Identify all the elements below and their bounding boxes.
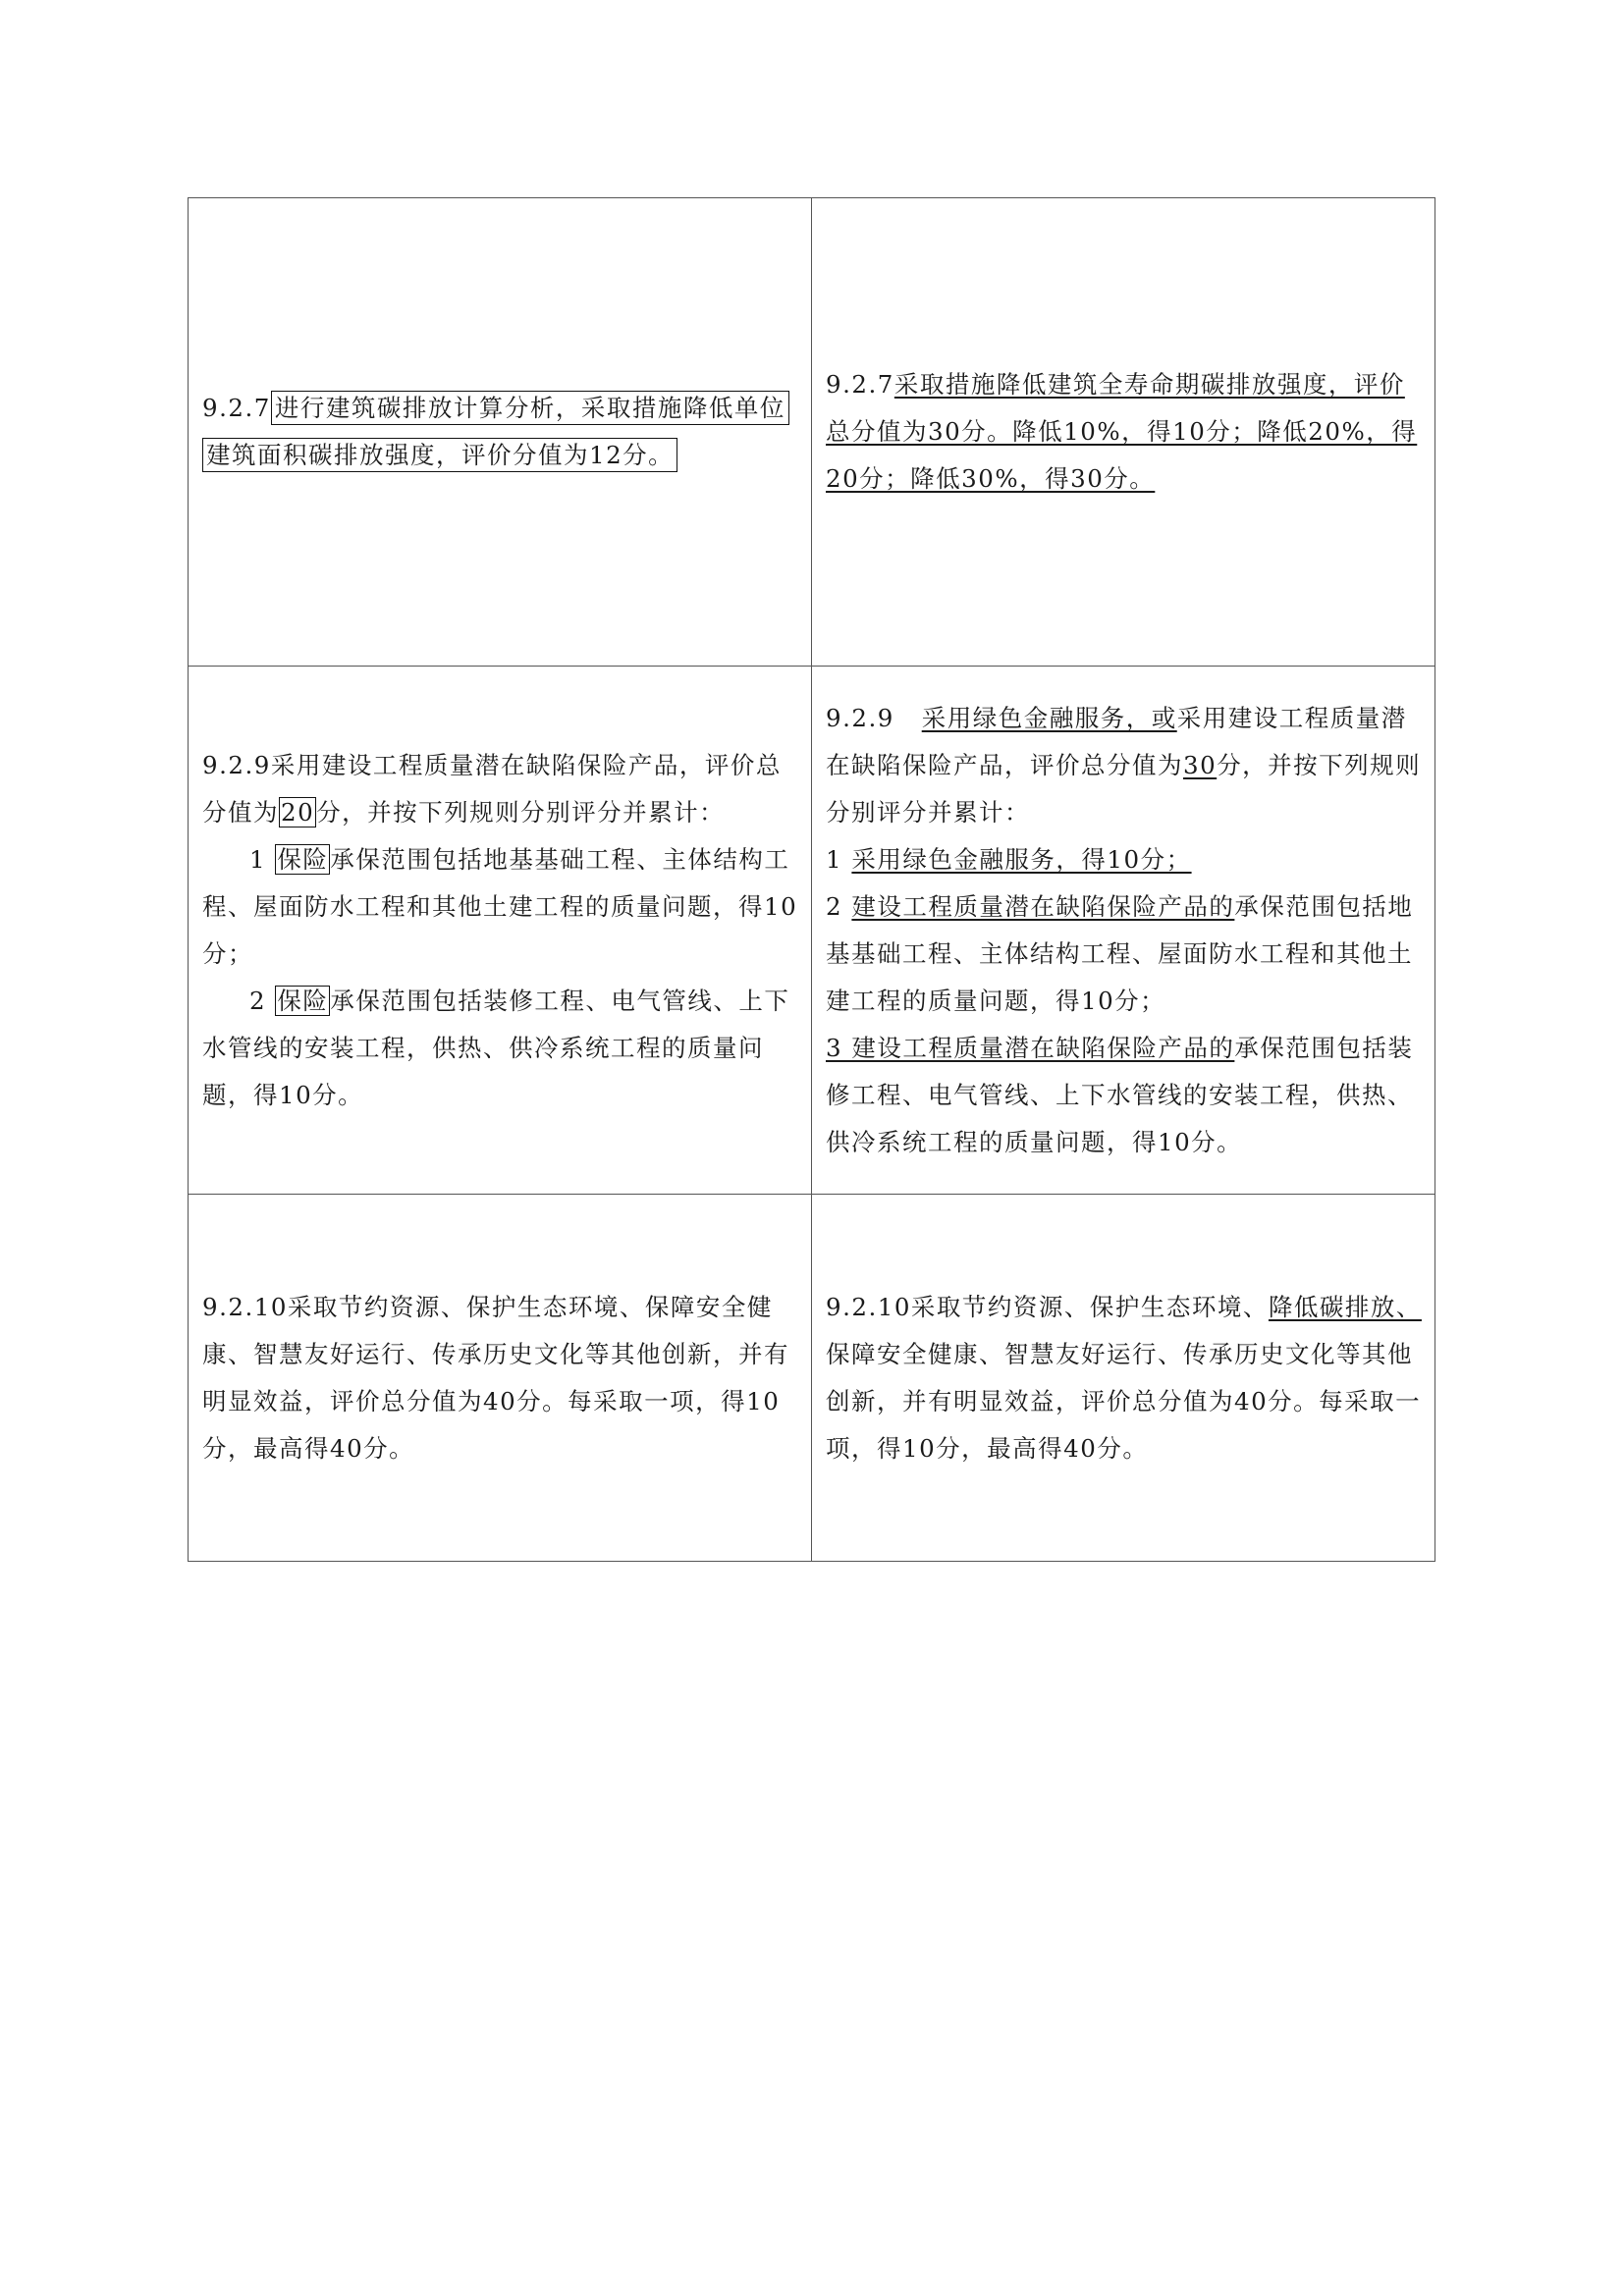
list-item bbox=[826, 1025, 1425, 1166]
item-number: 2 bbox=[826, 891, 843, 921]
item-text: 承保范围包括装修工程、电气管线、上下水管线的安装工程，供热、供冷系统工程的质量问题，得10分。 bbox=[202, 986, 790, 1109]
underlined-revision: 3 建设工程质量潜在缺陷保险产品的 bbox=[826, 1033, 1235, 1062]
clause-paragraph bbox=[826, 695, 1425, 836]
clause-number: 9.2.9 bbox=[826, 703, 894, 732]
underlined-revision: 降低碳排放、 bbox=[1268, 1292, 1422, 1321]
item-text: 承保范围包括装修工程、电气管线、上下水管线的安装工程，供热、供冷系统工程的质量问题，得10分。 bbox=[826, 1033, 1414, 1156]
comparison-table bbox=[188, 197, 1435, 1562]
boxed-term: 保险 bbox=[277, 844, 329, 874]
original-clause-cell bbox=[189, 667, 812, 1195]
underlined-revision: 采取措施降低建筑全寿命期碳排放强度，评价总分值为30分。降低10%，得10分；降低20%，得20分；降低30%，得30分。 bbox=[826, 370, 1418, 493]
clause-paragraph: 9.2.10采取节约资源、保护生态环境、保障安全健康、智慧友好运行、传承历史文化等其他创新，并有明显效益，评价总分值为40分。每采取一项，得10分，最高得40分。 bbox=[202, 1292, 789, 1463]
list-item bbox=[826, 883, 1425, 1025]
table-row bbox=[189, 198, 1435, 667]
list-item bbox=[202, 836, 801, 978]
clause-paragraph bbox=[202, 385, 801, 479]
item-text: 承保范围包括地基基础工程、主体结构工程、屋面防水工程和其他土建工程的质量问题，得10分； bbox=[202, 844, 798, 968]
clause-number: 9.2.7 bbox=[826, 370, 894, 399]
table-row bbox=[189, 667, 1435, 1195]
underlined-revision: 采用绿色金融服务，或 bbox=[921, 703, 1177, 732]
original-clause-cell bbox=[189, 1195, 812, 1562]
boxed-term: 保险 bbox=[277, 986, 329, 1015]
revised-clause-cell bbox=[812, 198, 1435, 667]
item-text: 承保范围包括地基基础工程、主体结构工程、屋面防水工程和其他土建工程的质量问题，得10分； bbox=[826, 891, 1414, 1015]
list-item bbox=[202, 978, 801, 1119]
revised-clause-cell bbox=[812, 667, 1435, 1195]
clause-number: 9.2.7 bbox=[202, 394, 271, 422]
clause-paragraph bbox=[826, 1284, 1425, 1472]
clause-text: 9.2.9采用建设工程质量潜在缺陷保险产品，评价总分值为 bbox=[202, 750, 782, 827]
boxed-value: 20 bbox=[281, 797, 315, 827]
boxed-clause-text: 进行建筑碳排放计算分析，采取措施降低单位建筑面积碳排放强度，评价分值为12分。 bbox=[202, 391, 789, 472]
clause-text: 采用建设工程质量潜在缺陷保险产品，评价总分值为 bbox=[826, 703, 1407, 779]
revised-clause-cell bbox=[812, 1195, 1435, 1562]
clause-text: 保障安全健康、智慧友好运行、传承历史文化等其他创新，并有明显效益，评价总分值为40分。每采取一项，得10分，最高得40分。 bbox=[826, 1339, 1422, 1463]
underlined-revision: 建设工程质量潜在缺陷保险产品的 bbox=[851, 891, 1235, 921]
original-clause-cell bbox=[189, 198, 812, 667]
clause-text: 分，并按下列规则分别评分并累计： bbox=[316, 797, 726, 827]
table-row bbox=[189, 1195, 1435, 1562]
clause-paragraph bbox=[826, 361, 1425, 503]
underlined-revision: 30 bbox=[1183, 750, 1218, 779]
clause-paragraph bbox=[202, 742, 801, 836]
item-number: 1 bbox=[249, 844, 267, 874]
underlined-revision: 采用绿色金融服务，得10分； bbox=[851, 844, 1192, 874]
item-number: 1 bbox=[826, 844, 843, 874]
list-item bbox=[826, 836, 1425, 883]
clause-text: 分，并按下列规则分别评分并累计： bbox=[826, 750, 1422, 827]
clause-text: 9.2.10采取节约资源、保护生态环境、 bbox=[826, 1292, 1269, 1321]
item-number: 2 bbox=[249, 986, 267, 1015]
